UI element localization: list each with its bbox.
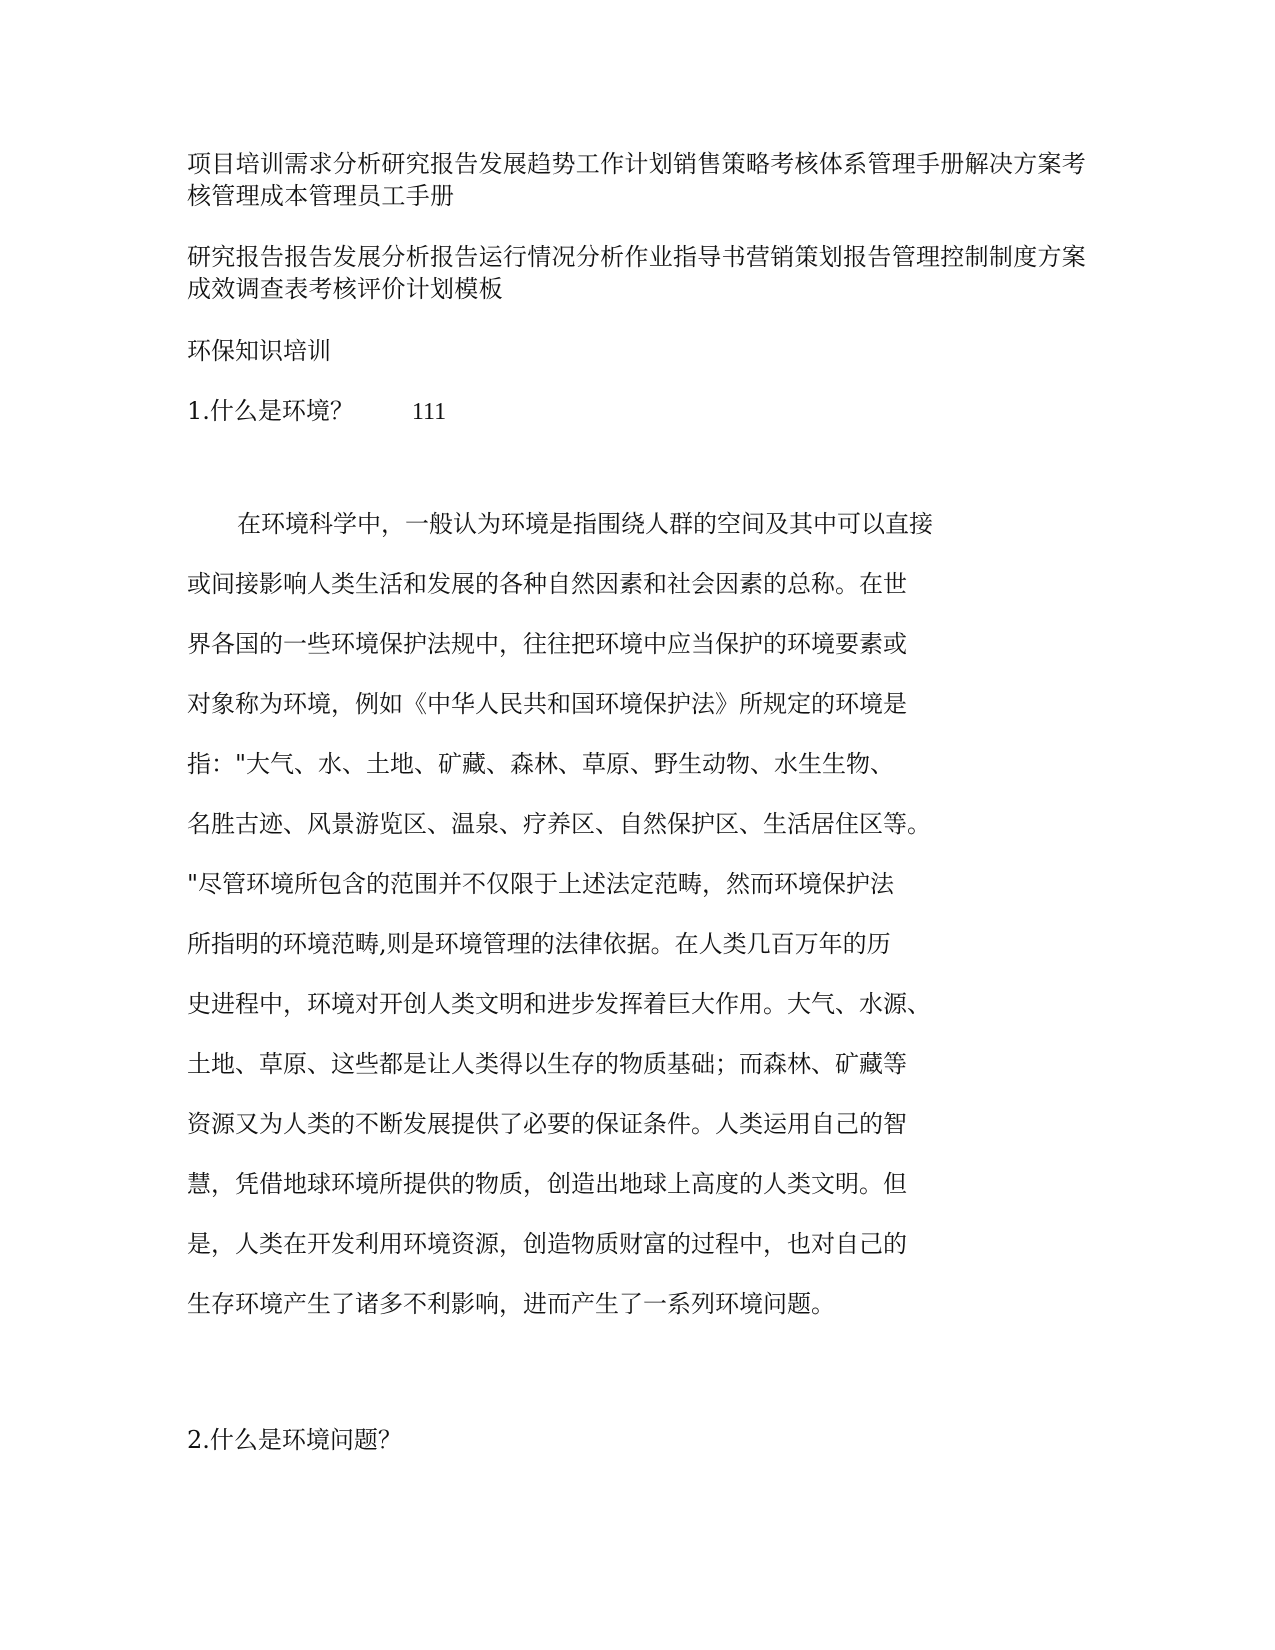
section-1-heading: 1.什么是环境？ <box>187 397 354 425</box>
paragraph-line: 指："大气、水、土地、矿藏、森林、草原、野生动物、水生生物、 <box>187 750 895 778</box>
keyword-header-1: 项目培训需求分析研究报告发展趋势工作计划销售策略考核体系管理手册解决方案考核管理成本管理员工手册 <box>187 150 1087 210</box>
paragraph-line: 界各国的一些环境保护法规中，往往把环境中应当保护的环境要素或 <box>187 630 907 658</box>
paragraph-line: 资源又为人类的不断发展提供了必要的保证条件。人类运用自己的智 <box>187 1110 907 1138</box>
paragraph-line: 土地、草原、这些都是让人类得以生存的物质基础；而森林、矿藏等 <box>187 1050 907 1078</box>
paragraph-line: 慧，凭借地球环境所提供的物质，创造出地球上高度的人类文明。但 <box>187 1170 907 1198</box>
paragraph-line: 是，人类在开发利用环境资源，创造物质财富的过程中，也对自己的 <box>187 1230 907 1258</box>
section-1-mark: 111 <box>411 399 447 425</box>
paragraph-line: 所指明的环境范畴,则是环境管理的法律依据。在人类几百万年的历 <box>187 930 891 958</box>
paragraph-line: 对象称为环境，例如《中华人民共和国环境保护法》所规定的环境是 <box>187 690 907 718</box>
keyword-header-2: 研究报告报告发展分析报告运行情况分析作业指导书营销策划报告管理控制制度方案成效调查表考核评价计划模板 <box>187 243 1087 303</box>
document-title: 环保知识培训 <box>187 337 331 365</box>
paragraph-line: 名胜古迹、风景游览区、温泉、疗养区、自然保护区、生活居住区等。 <box>187 810 931 838</box>
section-1-heading-row <box>187 395 446 428</box>
paragraph-line: 史进程中，环境对开创人类文明和进步发挥着巨大作用。大气、水源、 <box>187 990 931 1018</box>
paragraph-line: "尽管环境所包含的范围并不仅限于上述法定范畴，然而环境保护法 <box>187 870 895 898</box>
paragraph-line: 生存环境产生了诸多不利影响，进而产生了一系列环境问题。 <box>187 1290 835 1318</box>
section-2-heading: 2.什么是环境问题？ <box>187 1426 402 1454</box>
paragraph-line: 在环境科学中，一般认为环境是指围绕人群的空间及其中可以直接 <box>237 510 933 538</box>
paragraph-line: 或间接影响人类生活和发展的各种自然因素和社会因素的总称。在世 <box>187 570 907 598</box>
